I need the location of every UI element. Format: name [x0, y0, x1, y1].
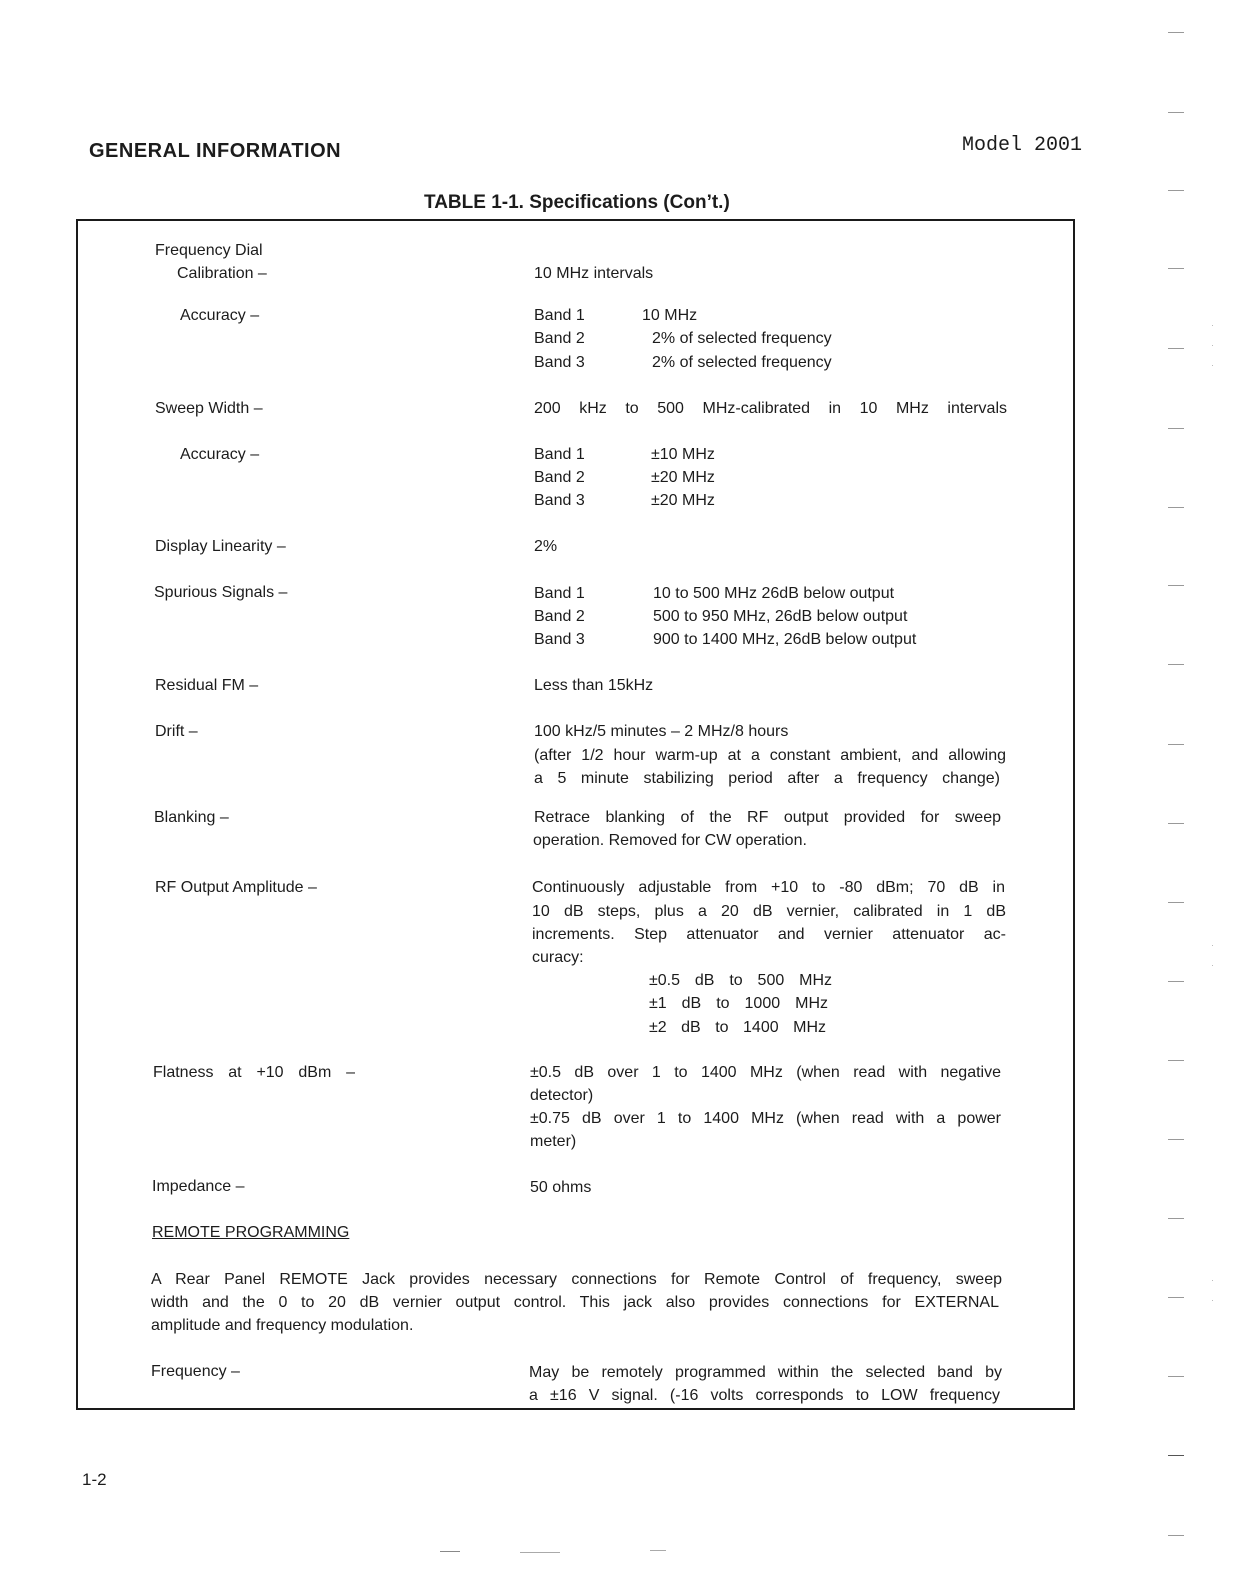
spec-label-rf-output-amplitude: RF Output Amplitude –	[155, 879, 317, 896]
remote-paragraph-line: width and the 0 to 20 dB vernier output control. This jack also provides connections for EXTERNAL	[151, 1294, 999, 1311]
spec-value-blanking-line: Retrace blanking of the RF output provided for sweep	[534, 809, 1001, 826]
spec-label-residual-fm: Residual FM –	[155, 677, 259, 694]
band-label: Band 2	[534, 608, 585, 625]
spec-value-rf-output-line: 10 dB steps, plus a 20 dB vernier, calibrated in 1 dB	[532, 903, 1006, 920]
band-value: ±10 MHz	[651, 446, 715, 463]
attenuator-accuracy-line: ±1 dB to 1000 MHz	[649, 995, 828, 1012]
band-value: 10 MHz	[642, 307, 698, 324]
spec-value-flatness-line: detector)	[530, 1087, 594, 1104]
spec-value-drift-line: a 5 minute stabilizing period after a frequency change)	[534, 770, 1000, 787]
remote-programming-heading: REMOTE PROGRAMMING	[152, 1224, 350, 1241]
section-title: GENERAL INFORMATION	[89, 140, 342, 162]
band-label: Band 1	[534, 585, 585, 602]
band-value: ±20 MHz	[651, 492, 715, 509]
spec-label-flatness: Flatness at +10 dBm –	[153, 1064, 355, 1081]
band-value: 900 to 1400 MHz, 26dB below output	[653, 631, 917, 648]
spec-label-display-linearity: Display Linearity –	[155, 538, 286, 555]
band-label: Band 3	[534, 492, 585, 509]
spec-value-drift-line: (after 1/2 hour warm-up at a constant ambient, and allowing	[534, 747, 1006, 764]
band-label: Band 3	[534, 631, 585, 648]
spec-value-rf-output-line: curacy:	[532, 949, 584, 966]
band-value: 2% of selected frequency	[652, 354, 832, 371]
spec-label-frequency-dial: Frequency Dial	[155, 242, 263, 259]
spec-value-impedance: 50 ohms	[530, 1179, 592, 1196]
band-label: Band 3	[534, 354, 585, 371]
spec-value-drift-line: 100 kHz/5 minutes – 2 MHz/8 hours	[534, 723, 789, 740]
remote-paragraph-line: A Rear Panel REMOTE Jack provides necessary connections for Remote Control of frequency, sweep	[151, 1271, 1002, 1288]
band-label: Band 1	[534, 307, 585, 324]
spec-value-blanking-line: operation. Removed for CW operation.	[533, 832, 807, 849]
spec-label-sweep-accuracy: Accuracy –	[180, 446, 260, 463]
spec-label-calibration: Calibration –	[177, 265, 267, 282]
table-title: TABLE 1-1. Specifications (Con’t.)	[424, 192, 730, 213]
spec-label-sweep-width: Sweep Width –	[155, 400, 263, 417]
band-value: 500 to 950 MHz, 26dB below output	[653, 608, 908, 625]
band-label: Band 2	[534, 469, 585, 486]
spec-label-remote-frequency: Frequency –	[151, 1363, 240, 1380]
attenuator-accuracy-line: ±0.5 dB to 500 MHz	[649, 972, 832, 989]
spec-label-spurious-signals: Spurious Signals –	[154, 584, 288, 601]
model-number: Model 2001	[962, 134, 1083, 157]
spec-value-calibration: 10 MHz intervals	[534, 265, 654, 282]
band-label: Band 1	[534, 446, 585, 463]
page-number: 1-2	[82, 1470, 107, 1489]
band-value: 2% of selected frequency	[652, 330, 832, 347]
spec-value-flatness-line: meter)	[530, 1133, 577, 1150]
spec-label-dial-accuracy: Accuracy –	[180, 307, 260, 324]
band-label: Band 2	[534, 330, 585, 347]
spec-value-rf-output-line: increments. Step attenuator and vernier attenuator ac-	[532, 926, 1006, 943]
band-value: ±20 MHz	[651, 469, 715, 486]
spec-label-blanking: Blanking –	[154, 809, 229, 826]
spec-label-impedance: Impedance –	[152, 1178, 245, 1195]
spec-value-sweep-width: 200 kHz to 500 MHz-calibrated in 10 MHz intervals	[534, 400, 1007, 417]
spec-value-flatness-line: ±0.75 dB over 1 to 1400 MHz (when read with a power	[530, 1110, 1001, 1127]
spec-value-remote-frequency-line: May be remotely programmed within the selected band by	[529, 1364, 1002, 1381]
spec-value-flatness-line: ±0.5 dB over 1 to 1400 MHz (when read with negative	[530, 1064, 1001, 1081]
attenuator-accuracy-line: ±2 dB to 1400 MHz	[649, 1019, 826, 1036]
spec-value-remote-frequency-line: a ±16 V signal. (-16 volts corresponds to LOW frequency	[529, 1387, 1000, 1404]
spec-value-rf-output-line: Continuously adjustable from +10 to -80 dBm; 70 dB in	[532, 879, 1005, 896]
band-value: 10 to 500 MHz 26dB below output	[653, 585, 895, 602]
remote-paragraph-line: amplitude and frequency modulation.	[151, 1317, 414, 1334]
spec-label-drift: Drift –	[155, 723, 198, 740]
spec-value-display-linearity: 2%	[534, 538, 558, 555]
spec-value-residual-fm: Less than 15kHz	[534, 677, 654, 694]
